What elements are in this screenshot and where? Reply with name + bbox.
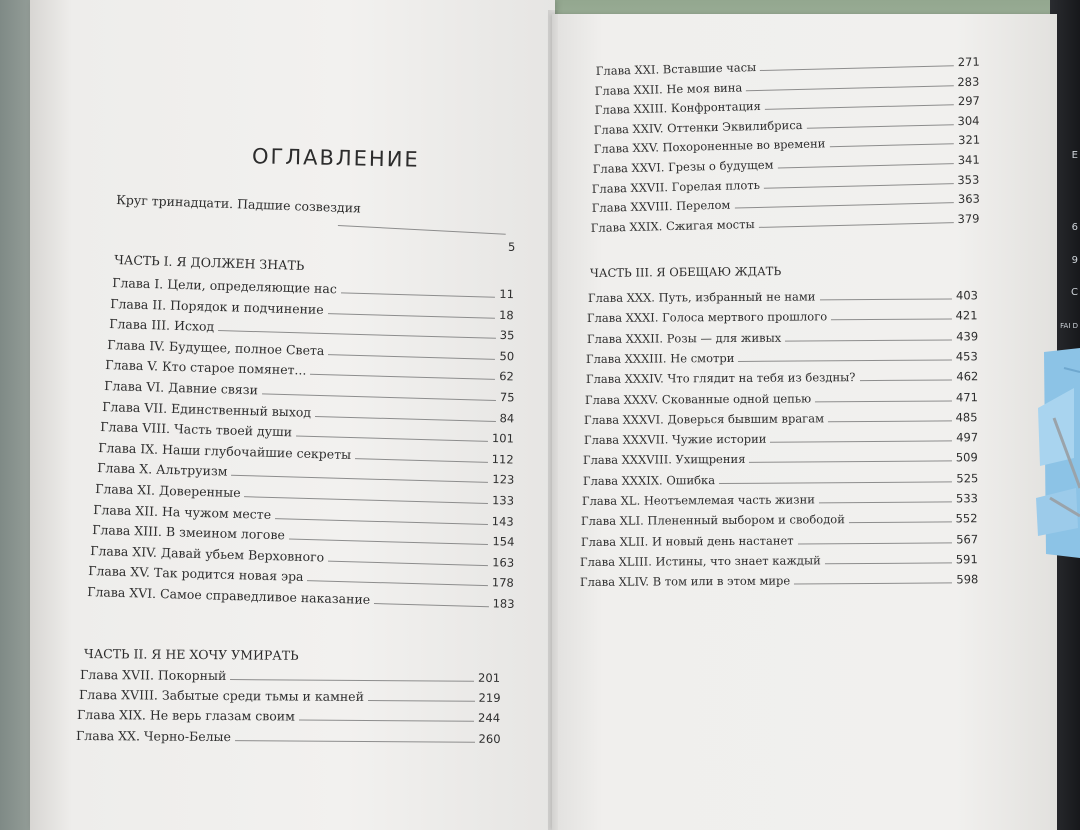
page-number: 112	[491, 451, 515, 467]
chapter-title: Глава II. Порядок и подчинение	[110, 295, 325, 317]
chapter-title: Глава XXXV. Скованные одной цепью	[584, 390, 812, 407]
chapter-title: Глава XVII. Покорный	[80, 667, 227, 684]
leader-line	[785, 338, 952, 341]
chapter-title: Глава XLIII. Истины, что знает каждый	[580, 553, 822, 569]
chapter-title: Глава XXXVII. Чужие истории	[583, 431, 767, 448]
toc-entry	[579, 568, 978, 589]
leader-line	[230, 678, 474, 682]
device-glyph: C	[1071, 287, 1078, 298]
chapter-title: Глава XXVIII. Перелом	[591, 197, 731, 216]
leader-line	[819, 500, 952, 503]
leader-line	[764, 182, 953, 189]
chapter-title: Глава XL. Неотъемлемая часть жизни	[581, 492, 815, 508]
toc-entry	[581, 528, 978, 549]
leader-line	[367, 699, 474, 702]
toc-entry	[585, 365, 978, 386]
page-number: 509	[955, 450, 978, 465]
page-number: 439	[955, 328, 978, 344]
toc-entry	[584, 406, 978, 427]
chapter-title: Глава XLII. И новый день настанет	[580, 533, 794, 549]
device-glyph: 6	[1071, 222, 1078, 233]
page-number: 421	[955, 308, 978, 323]
chapter-title: Глава XXXII. Розы — для живых	[586, 330, 782, 346]
device-glyph: E	[1071, 150, 1078, 161]
part-heading: ЧАСТЬ III. Я ОБЕЩАЮ ЖДАТЬ	[589, 263, 782, 280]
leader-line	[315, 415, 496, 422]
leader-line	[825, 561, 952, 564]
leader-line	[328, 559, 488, 565]
leader-line	[750, 460, 952, 463]
page-number: 123	[491, 472, 515, 488]
toc-entry	[588, 284, 978, 305]
leader-line	[829, 143, 954, 148]
toc-entry	[580, 548, 978, 569]
prologue-label: Круг тринадцати. Падшие созвездия	[116, 192, 362, 216]
leader-line	[759, 221, 954, 228]
page-number: 35	[499, 328, 515, 343]
page-number: 552	[955, 511, 978, 526]
binder-clip-icon	[1034, 348, 1080, 558]
page-number: 201	[478, 670, 501, 685]
chapter-title: Глава XXV. Похороненные во времени	[593, 136, 826, 157]
page-number: 18	[499, 307, 515, 322]
chapter-title: Глава I. Цели, определяющие нас	[112, 275, 338, 297]
chapter-title: Глава XXI. Вставшие часы	[595, 60, 757, 78]
page-number: 183	[491, 596, 515, 611]
chapter-title: Глава XXIX. Сжигая мосты	[590, 216, 755, 235]
toc-entry	[583, 447, 978, 468]
chapter-title: Глава XIII. В змеином логове	[91, 522, 285, 543]
chapter-title: Глава X. Альтруизм	[96, 460, 228, 480]
leader-line	[819, 297, 952, 300]
chapter-title: Глава XV. Так родится новая эра	[88, 563, 304, 585]
toc-entry	[79, 684, 501, 705]
page-number: 297	[957, 93, 980, 109]
leader-line	[778, 162, 954, 168]
page-number: 471	[955, 389, 978, 404]
toc-entry	[582, 487, 978, 508]
chapter-title: Глава XXXIII. Не смотри	[586, 350, 735, 366]
page-number: 154	[491, 534, 515, 549]
chapter-title: Глава XXVI. Грезы о будущем	[592, 157, 774, 176]
leader-line	[807, 123, 954, 129]
leader-line	[832, 318, 952, 321]
leader-line	[794, 582, 952, 585]
page-number: 260	[478, 731, 501, 746]
page-number: 525	[955, 470, 978, 486]
toc-entry	[80, 664, 500, 685]
chapter-title: Глава V. Кто старое помянет...	[105, 357, 307, 379]
leader-line	[797, 541, 952, 544]
page-number: 497	[955, 430, 978, 445]
page-number: 403	[955, 288, 978, 303]
chapter-title: Глава IV. Будущее, полное Света	[106, 336, 325, 358]
leader-line	[355, 457, 488, 463]
chapter-title: Глава XLI. Плененный выбором и свободой	[581, 512, 846, 529]
leader-line	[849, 521, 952, 524]
leader-line	[770, 440, 952, 443]
page-number: 283	[957, 74, 980, 89]
page-number: 271	[957, 54, 980, 70]
toc-entry	[587, 325, 978, 346]
page-number: 11	[499, 286, 515, 302]
page-number: 143	[491, 513, 515, 529]
page-title: ОГЛАВЛЕНИЕ	[251, 144, 420, 172]
prologue-page: 5	[508, 240, 516, 254]
page-number: 379	[957, 211, 980, 226]
chapter-title: Глава XXIII. Конфронтация	[594, 99, 761, 118]
chapter-title: Глава XVIII. Забытые среди тьмы и камней	[78, 687, 364, 705]
page-number: 453	[955, 349, 978, 364]
page-number: 219	[478, 690, 501, 706]
toc-entry	[586, 345, 978, 366]
page-number: 84	[499, 410, 515, 426]
page-number: 598	[955, 572, 978, 587]
page-number: 485	[955, 410, 978, 425]
leader-line	[719, 480, 952, 484]
chapter-title: Глава XXII. Не моя вина	[595, 79, 743, 98]
chapter-title: Глава XXXI. Голоса мертвого прошлого	[587, 309, 828, 326]
chapter-title: Глава XXIV. Оттенки Эквилибриса	[593, 117, 803, 137]
chapter-title: Глава VI. Давние связи	[103, 378, 258, 398]
toc-entry	[77, 704, 500, 725]
toc-entry	[581, 508, 978, 529]
chapter-title: Глава XXXVI. Доверься бывшим врагам	[584, 411, 825, 427]
chapter-title: Глава XX. Черно-Белые	[75, 727, 231, 744]
part-heading: ЧАСТЬ I. Я ДОЛЖЕН ЗНАТЬ	[114, 252, 305, 273]
book-gutter	[548, 10, 558, 830]
page-number: 304	[957, 113, 980, 128]
leader-line	[815, 399, 952, 402]
page-number: 101	[491, 431, 515, 446]
chapter-title: Глава XXVII. Горелая плоть	[592, 177, 761, 196]
leader-line	[859, 379, 952, 382]
page-number: 62	[499, 369, 515, 384]
leader-line	[299, 719, 474, 722]
leader-line	[328, 312, 496, 319]
leader-line	[374, 602, 488, 607]
device-glyph: FAI D	[1060, 322, 1078, 330]
page-number: 591	[955, 552, 978, 567]
page-number: 567	[955, 531, 978, 546]
leader-line	[739, 358, 952, 361]
page-number: 353	[957, 172, 980, 187]
page-number: 462	[955, 369, 978, 384]
chapter-title: Глава XXXVIII. Ухищрения	[583, 452, 746, 468]
chapter-title: Глава XIV. Давай убьем Верховного	[89, 542, 325, 565]
chapter-title: Глава VIII. Часть твоей души	[100, 419, 293, 440]
chapter-title: Глава XVI. Самое справедливое наказание	[86, 584, 370, 607]
page-number: 178	[491, 575, 515, 591]
device-glyph: 9	[1071, 255, 1078, 266]
page-number: 321	[957, 132, 980, 148]
chapter-title: Глава XLIV. В том или в этом мире	[579, 573, 790, 590]
leader-line	[234, 739, 474, 743]
page-number: 363	[957, 191, 980, 207]
chapter-title: Глава XXX. Путь, избранный не нами	[587, 289, 816, 305]
chapter-title: Глава XIX. Не верь глазам своим	[77, 707, 295, 724]
leader-line	[747, 84, 954, 91]
page-number: 341	[957, 152, 980, 168]
page-number: 533	[955, 491, 978, 506]
toc-entry	[76, 725, 501, 746]
toc-entry	[584, 426, 978, 447]
toc-entry	[585, 386, 978, 407]
chapter-title: Глава XII. На чужом месте	[93, 501, 272, 522]
chapter-title: Глава XI. Доверенные	[95, 481, 241, 501]
page-number: 50	[499, 348, 515, 364]
chapter-title: Глава VII. Единственный выход	[101, 398, 312, 420]
page-number: 163	[491, 555, 515, 570]
chapter-title: Глава XXXIV. Что глядит на тебя из бездны?	[585, 370, 856, 387]
leader-line	[341, 291, 496, 297]
chapter-title: Глава III. Исход	[108, 316, 215, 335]
leader-line	[328, 353, 495, 360]
page-number: 75	[499, 390, 515, 405]
leader-line	[828, 419, 952, 422]
chapter-title: Глава XXXIX. Ошибка	[582, 472, 715, 488]
part-heading: ЧАСТЬ II. Я НЕ ХОЧУ УМИРАТЬ	[84, 646, 299, 663]
chapter-title: Глава IX. Наши глубочайшие секреты	[98, 439, 352, 462]
toc-entry	[582, 467, 978, 488]
page-number: 133	[491, 493, 515, 508]
toc-entry	[587, 305, 978, 326]
page-number: 244	[478, 711, 501, 726]
